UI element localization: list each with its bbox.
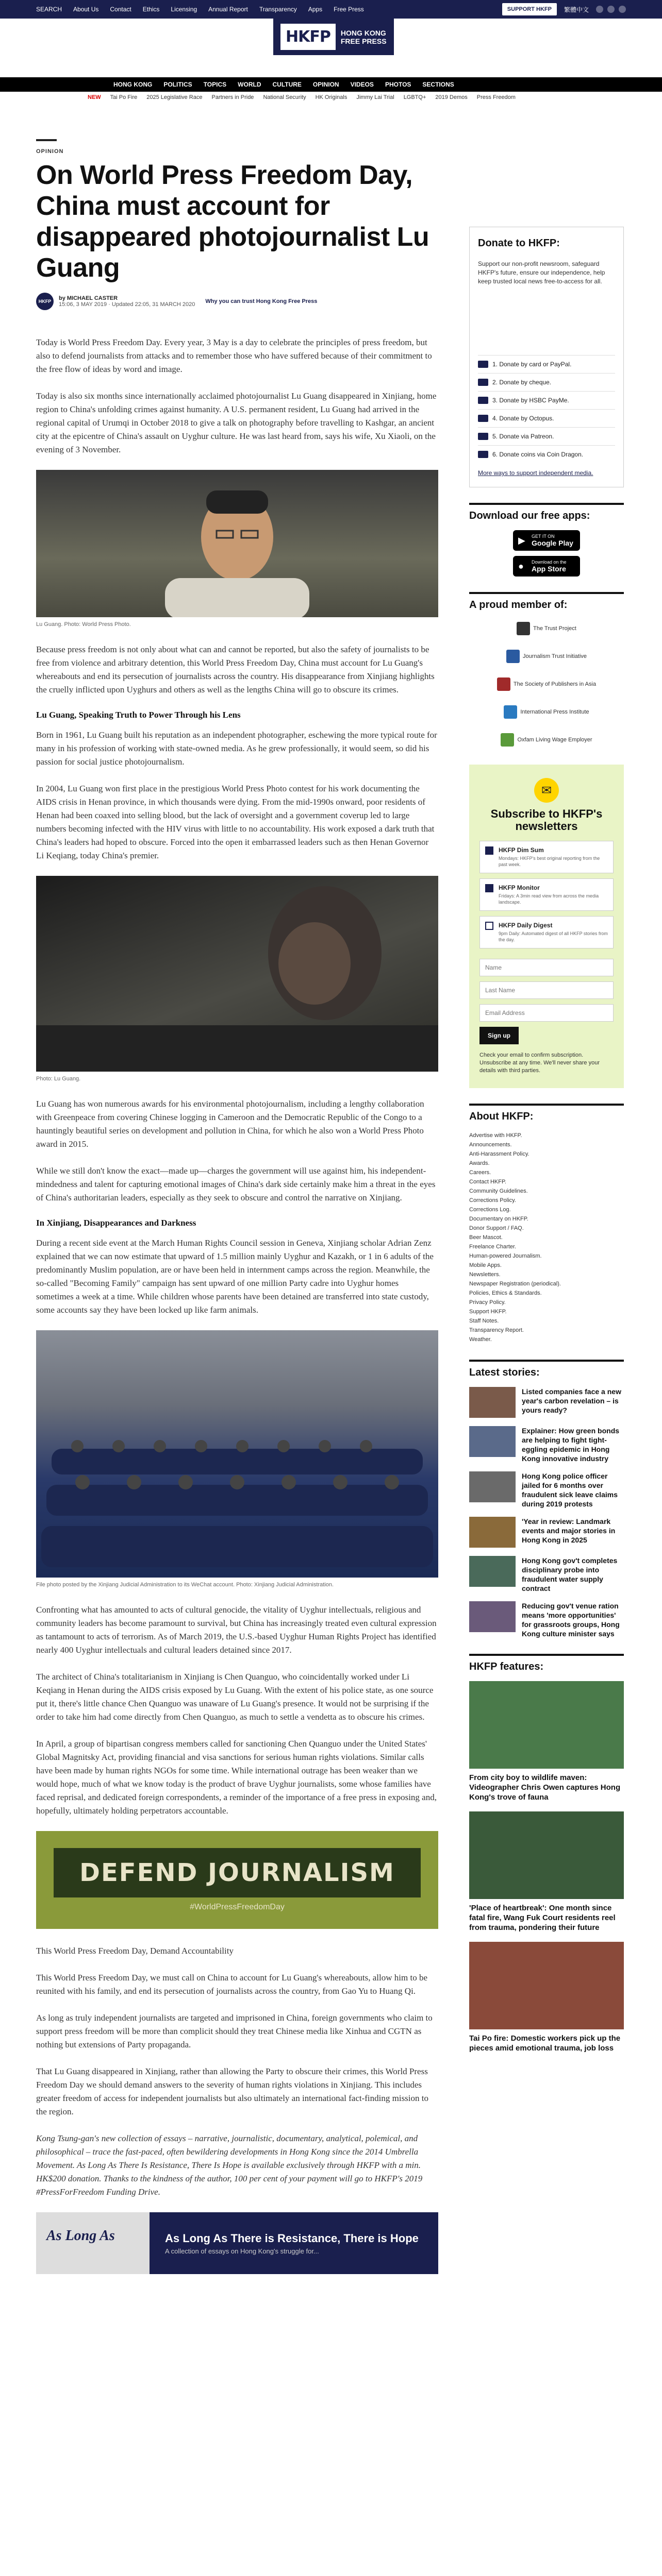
- donate-title: Donate to HKFP:: [478, 238, 560, 249]
- ethics-link[interactable]: Ethics: [142, 6, 160, 13]
- about-link[interactable]: Freelance Charter.: [469, 1244, 517, 1250]
- donate-intro[interactable]: Support our non-profit newsroom, safeguard HKFP's future, ensure our independence, help keep trusted local news free-to-access for all.: [478, 260, 605, 285]
- paragraph: While we still don't know the exact—made up—charges the government will use against him, his independent-mindedness and talent for capturing emotional images of China's dark side certainly make him a threat in the eyes of China's authoritarian leaders, especially as they seek to obscure and control the narrative on Xinjiang.: [36, 1166, 436, 1202]
- support-button[interactable]: SUPPORT HKFP: [502, 3, 557, 15]
- about-link[interactable]: Donor Support / FAQ.: [469, 1225, 524, 1231]
- coin-icon: [478, 451, 488, 458]
- paragraph: In 2004, Lu Guang won first place in the prestigious World Press Photo contest for his work documenting the AIDS crisis in Henan province, in which thousands were dying. From the mid-1990s onward, poor residents of Henan had been coaxed into selling blood, but the lack of oversight and a government coverup led to large numbers becoming infected with the HIV virus with little to no accountability. His work exposed a dark truth that China's leaders had hoped to obscure. Forced into the open it embarrassed leaders such as then Henan Governor Li Keqiang, today China's premier.: [36, 784, 435, 860]
- nav-opinion[interactable]: OPINION: [312, 81, 339, 88]
- author-avatar: HKFP: [36, 293, 54, 310]
- app-store-button[interactable]: ● Download on the App Store: [513, 556, 580, 577]
- newsletter-title: Subscribe to HKFP's newsletters: [490, 807, 603, 833]
- features-title: HKFP features:: [469, 1654, 624, 1673]
- photo-detainees: [36, 1330, 438, 1578]
- nav-topics[interactable]: TOPICS: [203, 81, 227, 88]
- subheading: In Xinjiang, Disappearances and Darkness: [36, 1218, 196, 1228]
- donate-option[interactable]: 3. Donate by HSBC PayMe.: [478, 391, 615, 409]
- paragraph: Because press freedom is not only about what can and cannot be reported, but also the safety of journalists to be free from violence and arbitrary detention, this World Press Freedom Day, China must account for Lu Guang's whereabouts and end its persecution of journalists across the country. His disappearance from Xinjiang highlights the cruelly inflicted upon Uyghurs and others as well as the lengths China will go to obscure its crimes.: [36, 645, 435, 694]
- donate-card: [469, 227, 624, 487]
- about-link[interactable]: Corrections Policy.: [469, 1197, 516, 1204]
- email-field[interactable]: [479, 1004, 614, 1022]
- nav-hong-kong[interactable]: HONG KONG: [113, 81, 153, 88]
- about-title: About HKFP:: [469, 1104, 624, 1123]
- jti-icon: [506, 650, 520, 663]
- about-link[interactable]: Mobile Apps.: [469, 1262, 502, 1268]
- subnav-item[interactable]: HK Originals: [315, 94, 347, 100]
- about-link[interactable]: Beer Mascot.: [469, 1234, 503, 1241]
- name-field[interactable]: [479, 959, 614, 976]
- about-link[interactable]: Careers.: [469, 1170, 491, 1176]
- twitter-icon[interactable]: [607, 6, 615, 13]
- nav-sections[interactable]: SECTIONS: [422, 81, 454, 88]
- paragraph: The architect of China's totalitarianism in Xinjiang is Chen Quanguo, who coincidentally worked under Li Keqiang in Henan during the AIDS crisis exposed by Lu Guang. With the extent of his police state, as one source put it, there's little chance Chen Quanguo was unaware of Lu Guang's presence. It would not be surprising if the order to take him had come directly from Chen Quanguo, as much to settle a vendetta as to obscure his crimes.: [36, 1672, 434, 1722]
- member-logo[interactable]: Oxfam Living Wage Employer: [501, 731, 592, 749]
- about-link[interactable]: Newsletters.: [469, 1272, 501, 1278]
- photo-caption: File photo posted by the Xinjiang Judicial Administration to its WeChat account. Photo: Xinjiang Judicial Administration.: [36, 1582, 334, 1588]
- paragraph: In April, a group of bipartisan congress members called for sanctioning Chen Quanguo under the United States' Global Magnitsky Act, providing financial and visa sanctions for serious human rights violations. Similar calls have been made by human rights NGOs for some time. While international outrage has been weaker than we would hope, much of what we know today is the product of brave Uyghur journalists, some whose families have faced reprisal, and dedicated foreign correspondents, a reminder of the importance of a free press in exposing and, hopefully, ultimately holding perpetrators accountable.: [36, 1739, 437, 1816]
- feature-image: [469, 1811, 624, 1899]
- features-list: [469, 1681, 624, 2053]
- google-play-button[interactable]: ▶ GET IT ON Google Play: [513, 530, 580, 551]
- article: [36, 139, 438, 2274]
- newsletter-note: Check your email to confirm subscription. Unsubscribe at any time. We'll never share your details with third parties.: [479, 1052, 600, 1074]
- latest-story[interactable]: Listed companies face a new year's carbon revelation – is yours ready?: [469, 1387, 624, 1418]
- subnav-item[interactable]: National Security: [263, 94, 306, 100]
- book-cover: As Long As: [36, 2212, 150, 2274]
- contact-link[interactable]: Contact: [110, 6, 131, 13]
- paragraph: Lu Guang has won numerous awards for his environmental photojournalism, including a lengthy collaboration with Greenpeace from covering Chinese logging in Cameroon and the Democratic Republic of the Congo to a hauntingly beautiful series on development and pollution in China, for which he also won a World Press Photo award in 2015.: [36, 1099, 424, 1149]
- nav-world[interactable]: WORLD: [238, 81, 261, 88]
- subnav-item[interactable]: LGBTQ+: [403, 94, 426, 100]
- sidebar: [469, 227, 624, 2053]
- newsletter-option[interactable]: HKFP Daily Digest 9pm Daily: Automated digest of all HKFP stories from the day.: [479, 916, 614, 948]
- member-list: [469, 619, 624, 749]
- instagram-icon[interactable]: [619, 6, 626, 13]
- about-link[interactable]: Corrections Log.: [469, 1207, 511, 1213]
- about-link[interactable]: Newspaper Registration (periodical).: [469, 1281, 561, 1287]
- paragraph: This World Press Freedom Day, we must call on China to account for Lu Guang's whereabouts, allow him to be reunited with his family, and end its persecution of journalists across the country, from Gao Yu to Huang Qi.: [36, 1973, 427, 1996]
- about-link[interactable]: Documentary on HKFP.: [469, 1216, 528, 1222]
- ipi-icon: [504, 705, 517, 719]
- paragraph: Today is also six months since internationally acclaimed photojournalist Lu Guang disappeared in Xinjiang, home region to China's unfolding crimes against humanity. A U.S. permanent resident, Lu Guang had arrived in the regional capital of Urumqi in October 2018 to give a talk on photography before travelling to Kashgar, an ancient city at the epicentre of China's assault on Uyghur culture. He was last heard from, says his wife, Xu Xiaoli, on the evening of 3 November.: [36, 391, 437, 454]
- story-thumbnail: [469, 1517, 516, 1548]
- about-link[interactable]: Weather.: [469, 1336, 492, 1343]
- about-link[interactable]: Human-powered Journalism.: [469, 1253, 542, 1259]
- photo-worker: [36, 876, 438, 1072]
- newsletter-option[interactable]: HKFP Monitor Fridays: A 3min read view from across the media landscape.: [479, 878, 614, 911]
- donate-option[interactable]: 2. Donate by cheque.: [478, 373, 615, 391]
- card-icon: [478, 361, 488, 368]
- member-logo[interactable]: The Society of Publishers in Asia: [497, 675, 596, 693]
- detainees-illustration: [36, 1330, 438, 1578]
- paragraph: Confronting what has amounted to acts of cultural genocide, the vitality of Uyghur intellectuals, religious and community leaders has become paramount to survival, but China has increasingly treated even cultural expression as tantamount to acts of terrorism. As of March 2019, the U.S.-based Uyghur Human Rights Project has identified nearly 400 Uyghur intellectuals and cultural leaders detained since 2017.: [36, 1605, 437, 1655]
- payme-icon: [478, 397, 488, 404]
- social-icons: [596, 6, 626, 13]
- paragraph: That Lu Guang disappeared in Xinjiang, rather than allowing the Party to obscure their crimes, this World Press Freedom Day we should demand answers to the severity of human rights violations in Xinjiang. This includes greater freedom of access for independent journalists but also ultimately an international fact-finding mission to the region.: [36, 2066, 428, 2116]
- nav-politics[interactable]: POLITICS: [163, 81, 192, 88]
- latest-list: [469, 1387, 624, 1638]
- about-list: [469, 1131, 624, 1344]
- donate-option[interactable]: 1. Donate by card or PayPal.: [478, 355, 615, 373]
- promo-paragraph: Kong Tsung-gan's new collection of essays – narrative, journalistic, documentary, analytical, polemical, and philosophical – trace the fast-paced, often bewildering developments in Hong Kong since the 2014 Umbrella Movement. As Long As There Is Resistance, There Is Hope is available exclusively through HKFP with a min. HK$200 donation. Thanks to the kindness of the author, 100 per cent of your payment will go to HKFP's 2019 #PressForFreedom Funding Drive.: [36, 2133, 423, 2197]
- patreon-icon: [478, 433, 488, 440]
- checkbox[interactable]: [485, 846, 493, 855]
- byline: [36, 293, 438, 310]
- paragraph: This World Press Freedom Day, Demand Accountability: [36, 1946, 234, 1956]
- subnav-item[interactable]: Press Freedom: [476, 94, 516, 100]
- about-link[interactable]: Announcements.: [469, 1142, 512, 1148]
- checkbox[interactable]: [485, 884, 493, 892]
- subnav-item[interactable]: 2019 Demos: [435, 94, 468, 100]
- licensing-link[interactable]: Licensing: [171, 6, 197, 13]
- section-rule: [36, 139, 57, 141]
- about-link[interactable]: About Us: [73, 6, 99, 13]
- paragraph: During a recent side event at the March Human Rights Council session in Geneva, Xinjiang scholar Adrian Zenz explained that we can now estimate that upward of 1.5 million mainly Uyghur and Kazakh, or 1 in 6 adults of the predominantly Muslim population, are or have been held in internment camps across the region. Meanwhile, the so-called "Becoming Family" campaign has sent upward of one million Party cadre into Uyghur homes sometimes a week at a time. While children whose parents have been detained are transferred into state custody, some accounts say they have been locked up like farm animals.: [36, 1238, 434, 1315]
- latest-title: Latest stories:: [469, 1360, 624, 1379]
- transparency-link[interactable]: Transparency: [259, 6, 297, 13]
- book-subtitle: A collection of essays on Hong Kong's struggle for...: [165, 2247, 319, 2255]
- defend-title: DEFEND JOURNALISM: [54, 1848, 421, 1897]
- checkbox[interactable]: [485, 922, 493, 930]
- search-link[interactable]: SEARCH: [36, 6, 62, 13]
- article-headline: On World Press Freedom Day, China must account for disappeared photojournalist Lu Guang: [36, 160, 429, 283]
- author-name[interactable]: by MICHAEL CASTER: [59, 295, 118, 301]
- subnav-item[interactable]: Tai Po Fire: [110, 94, 138, 100]
- top-bar: [0, 0, 662, 19]
- newsletter-icon: ✉: [534, 778, 559, 803]
- defend-hashtag: #WorldPressFreedomDay: [190, 1903, 285, 1911]
- story-thumbnail: [469, 1601, 516, 1632]
- subheading: Lu Guang, Speaking Truth to Power Through his Lens: [36, 710, 241, 720]
- portrait-illustration: [36, 470, 438, 617]
- donate-option[interactable]: 4. Donate by Octopus.: [478, 409, 615, 427]
- last-name-field[interactable]: [479, 981, 614, 999]
- feature-image: [469, 1681, 624, 1769]
- latest-story[interactable]: 'Year in review: Landmark events and major stories in Hong Kong in 2025: [469, 1517, 624, 1548]
- story-thumbnail: [469, 1556, 516, 1587]
- worker-illustration: [36, 876, 438, 1072]
- book-title: As Long As There is Resistance, There is Hope: [165, 2231, 419, 2245]
- about-link[interactable]: Transparency Report.: [469, 1327, 524, 1333]
- article-date: 15:06, 3 MAY 2019 · Updated 22:05, 31 MARCH 2020: [59, 301, 195, 308]
- logo-text: HONG KONG FREE PRESS: [340, 28, 387, 45]
- sopa-icon: [497, 677, 510, 691]
- top-right: [502, 3, 626, 15]
- member-logo[interactable]: Journalism Trust Initiative: [506, 647, 587, 666]
- about-link[interactable]: Community Guidelines.: [469, 1188, 528, 1194]
- paragraph: Today is World Press Freedom Day. Every year, 3 May is a day to celebrate the principles of press freedom, but also to defend journalists from attacks and to remember those who have suffered because of their commitment to the free flow of ideas by word and image.: [36, 337, 432, 374]
- logo-mark: HKFP: [280, 24, 336, 50]
- nav-videos[interactable]: VIDEOS: [350, 81, 374, 88]
- nav-photos[interactable]: PHOTOS: [385, 81, 411, 88]
- about-link[interactable]: Support HKFP.: [469, 1309, 507, 1315]
- cheque-icon: [478, 379, 488, 386]
- free-press-link[interactable]: Free Press: [334, 6, 364, 13]
- donate-form[interactable]: [478, 293, 615, 355]
- donate-option[interactable]: 5. Donate via Patreon.: [478, 427, 615, 445]
- story-thumbnail: [469, 1426, 516, 1457]
- member-logo[interactable]: The Trust Project: [517, 619, 576, 638]
- trust-link[interactable]: Why you can trust Hong Kong Free Press: [205, 298, 318, 304]
- main-nav: [0, 77, 662, 92]
- newsletter-option[interactable]: HKFP Dim Sum Mondays: HKFP's best original reporting from the past week.: [479, 841, 614, 873]
- story-thumbnail: [469, 1387, 516, 1418]
- feature-image: [469, 1942, 624, 2029]
- site-logo[interactable]: [273, 19, 394, 55]
- about-link[interactable]: Privacy Policy.: [469, 1299, 506, 1306]
- feature-story[interactable]: From city boy to wildlife maven: Videographer Chris Owen captures Hong Kong's trove of fauna: [469, 1681, 624, 1802]
- apple-icon: ●: [518, 561, 524, 571]
- subnav-item[interactable]: Partners in Pride: [211, 94, 254, 100]
- top-links: [36, 6, 364, 13]
- new-badge: NEW: [88, 94, 101, 100]
- newsletter-box: [469, 765, 624, 1088]
- language-toggle[interactable]: 繁體中文: [564, 6, 589, 13]
- nav-culture[interactable]: CULTURE: [272, 81, 302, 88]
- section-label[interactable]: OPINION: [36, 148, 64, 155]
- book-text: [150, 2222, 434, 2265]
- photo-lu-guang: [36, 470, 438, 617]
- annual-report-link[interactable]: Annual Report: [208, 6, 248, 13]
- sub-nav: [0, 92, 662, 103]
- donate-more-link[interactable]: More ways to support independent media.: [478, 469, 593, 477]
- photo-caption: Photo: Lu Guang.: [36, 1076, 81, 1082]
- subnav-item[interactable]: 2025 Legislative Race: [146, 94, 203, 100]
- feature-story[interactable]: 'Place of heartbreak': One month since fatal fire, Wang Fuk Court residents reel from trauma, pondering their future: [469, 1811, 624, 1933]
- facebook-icon[interactable]: [596, 6, 603, 13]
- about-link[interactable]: Policies, Ethics & Standards.: [469, 1290, 542, 1296]
- feature-story[interactable]: Tai Po fire: Domestic workers pick up the pieces amid emotional trauma, job loss: [469, 1942, 624, 2053]
- book-promo[interactable]: [36, 2212, 438, 2274]
- paragraph: As long as truly independent journalists are targeted and imprisoned in China, foreign governments who claim to support press freedom will be more than complicit should they treat Chinese media like Xinhua and CGTN as nothing but extensions of Party propaganda.: [36, 2013, 433, 2049]
- oxfam-icon: [501, 733, 514, 747]
- about-link[interactable]: Contact HKFP.: [469, 1179, 506, 1185]
- apps-link[interactable]: Apps: [308, 6, 323, 13]
- about-link[interactable]: Staff Notes.: [469, 1318, 499, 1324]
- latest-story[interactable]: Explainer: How green bonds are helping to fight tight-eggling epidemic in Hong Kong innovative industry: [469, 1426, 624, 1463]
- latest-story[interactable]: Reducing gov't venue ration means 'more opportunities' for grassroots groups, Hong Kong culture minister says: [469, 1601, 624, 1638]
- trust-project-icon: [517, 622, 530, 635]
- photo-caption: Lu Guang. Photo: World Press Photo.: [36, 621, 131, 628]
- about-link[interactable]: Anti-Harassment Policy.: [469, 1151, 529, 1157]
- story-thumbnail: [469, 1471, 516, 1502]
- donate-option[interactable]: 6. Donate coins via Coin Dragon.: [478, 445, 615, 463]
- member-title: A proud member of:: [469, 592, 624, 611]
- octopus-icon: [478, 415, 488, 422]
- about-link[interactable]: Awards.: [469, 1160, 490, 1166]
- latest-story[interactable]: Hong Kong police officer jailed for 6 months over fraudulent sick leave claims during 2019 protests: [469, 1471, 624, 1509]
- about-link[interactable]: Advertise with HKFP.: [469, 1132, 522, 1139]
- paragraph: Born in 1961, Lu Guang built his reputation as an independent photographer, eschewing the more typical route for many in his profession of working with state-owned media. As he grew professionally, it would seem, so did his passion for social justice photojournalism.: [36, 730, 437, 767]
- defend-journalism-banner: [36, 1831, 438, 1929]
- apps-title: Download our free apps:: [469, 503, 624, 522]
- play-icon: ▶: [518, 535, 525, 546]
- subnav-item[interactable]: Jimmy Lai Trial: [356, 94, 394, 100]
- member-logo[interactable]: International Press Institute: [504, 703, 589, 721]
- sign-up-button[interactable]: Sign up: [479, 1027, 519, 1044]
- latest-story[interactable]: Hong Kong gov't completes disciplinary probe into fraudulent water supply contract: [469, 1556, 624, 1593]
